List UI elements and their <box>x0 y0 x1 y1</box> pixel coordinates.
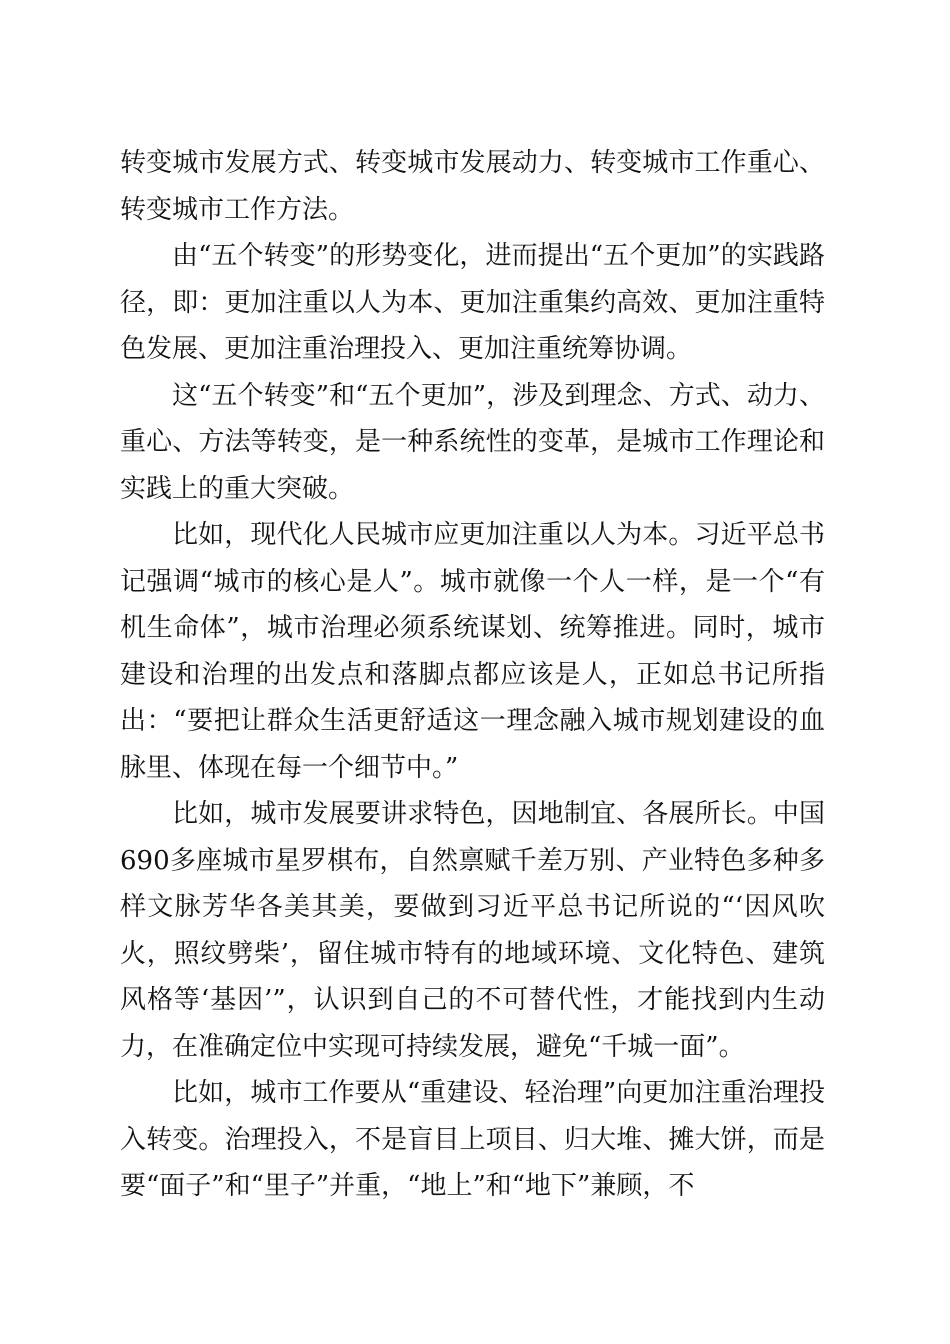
paragraph-five-more: 由“五个转变”的形势变化，进而提出“五个更加”的实践路径，即：更加注重以人为本、更加注重集约高效、更加注重特色发展、更加注重治理投入、更加注重统筹协调。 <box>120 241 825 364</box>
paragraph-systemic-change: 这“五个转变”和“五个更加”，涉及到理念、方式、动力、重心、方法等转变，是一种系统性的变革，是城市工作理论和实践上的重大突破。 <box>120 380 825 504</box>
paragraph-people-centered: 比如，现代化人民城市应更加注重以人为本。习近平总书记强调“城市的核心是人”。城市就像一个人一样，是一个“有机生命体”，城市治理必须系统谋划、统筹推进。同时，城市建设和治理的出发点和落脚点都应该是人，正如总书记所指出：“要把让群众生活更舒适这一理念融入城市规划建设的血脉里、体现在每一个细节中。” <box>120 520 825 783</box>
paragraph-city-features: 比如，城市发展要讲求特色，因地制宜、各展所长。中国690多座城市星罗棋布，自然禀赋千差万别、产业特色多种多样文脉芳华各美其美，要做到习近平总书记所说的“‘因风吹火，照纹劈柴’，留住城市特有的地域环境、文化特色、建筑风格等‘基因’”，认识到自己的不可替代性，才能找到内生动力，在准确定位中实现可持续发展，避免“千城一面”。 <box>120 799 825 1062</box>
paragraph-continued: 转变城市发展方式、转变城市发展动力、转变城市工作重心、转变城市工作方法。 <box>120 148 825 225</box>
document-page <box>120 140 825 1210</box>
paragraph-governance: 比如，城市工作要从“重建设、轻治理”向更加注重治理投入转变。治理投入，不是盲目上项目、归大堆、摊大饼，而是要“面子”和“里子”并重，“地上”和“地下”兼顾，不 <box>120 1078 825 1201</box>
